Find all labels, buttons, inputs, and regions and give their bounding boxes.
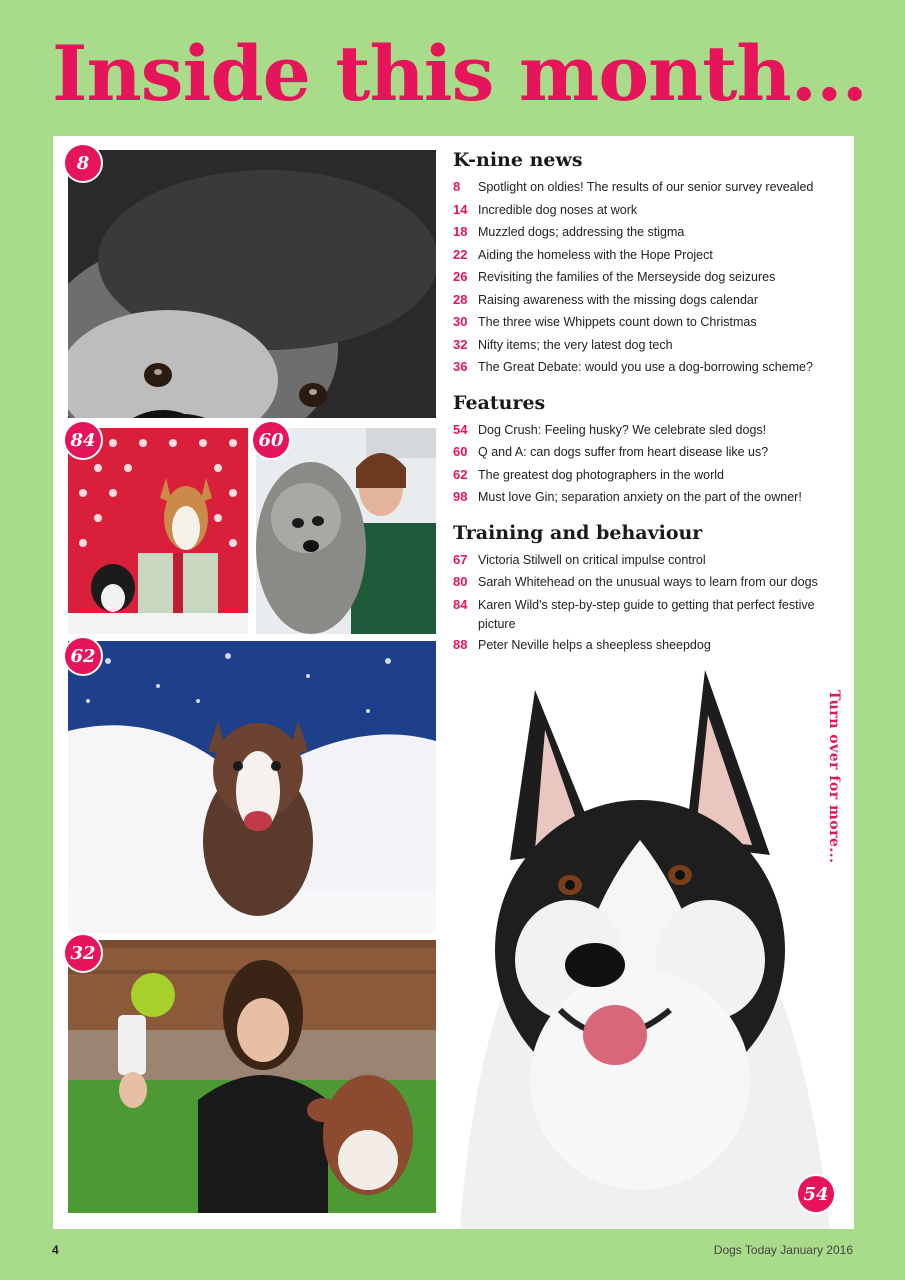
photo-badge: 8 xyxy=(63,143,103,183)
article-title: Muzzled dogs; addressing the stigma xyxy=(478,225,685,239)
page-number: 60 xyxy=(453,444,468,459)
page-number: 84 xyxy=(453,596,468,612)
toc-item[interactable] xyxy=(453,176,848,199)
page-number: 26 xyxy=(453,269,468,284)
selfie-with-dog-image xyxy=(68,940,436,1213)
article-title: Victoria Stilwell on critical impulse control xyxy=(478,552,706,567)
turn-over-note: Turn over for more... xyxy=(826,690,842,864)
toc-item[interactable] xyxy=(453,244,848,267)
section-list xyxy=(453,549,848,657)
toc-item[interactable] xyxy=(453,419,848,442)
festive-dogs-image xyxy=(68,428,248,634)
article-title: The greatest dog photographers in the world xyxy=(478,467,724,482)
page-number: 22 xyxy=(453,246,468,262)
photo-badge: 54 xyxy=(796,1174,836,1214)
article-title: Karen Wild's step-by-step guide to getting that perfect festive picture xyxy=(478,597,815,631)
husky-image xyxy=(440,660,840,1228)
photo-badge: 60 xyxy=(251,420,291,460)
dog-closeup-image xyxy=(68,150,436,418)
vet-and-dog-image xyxy=(256,428,436,634)
page-number: 54 xyxy=(453,421,468,437)
section-heading: Training and behaviour xyxy=(453,521,703,544)
article-title: Peter Neville helps a sheepless sheepdog xyxy=(478,637,711,652)
toc-item[interactable] xyxy=(453,594,848,634)
page-number: 28 xyxy=(453,291,468,307)
section-heading: Features xyxy=(453,391,546,414)
article-title: Q and A: can dogs suffer from heart disease like us? xyxy=(478,445,769,459)
article-title: Revisiting the families of the Merseyside dog seizures xyxy=(478,270,776,284)
photo-badge: 62 xyxy=(63,636,103,676)
toc-item[interactable] xyxy=(453,221,848,244)
article-title: Incredible dog noses at work xyxy=(478,202,638,217)
magazine-issue: Dogs Today January 2016 xyxy=(713,1243,853,1257)
article-title: Raising awareness with the missing dogs calendar xyxy=(478,292,759,307)
article-title: Spotlight on oldies! The results of our senior survey revealed xyxy=(478,180,814,194)
toc-item[interactable] xyxy=(453,289,848,312)
photo-badge: 32 xyxy=(63,933,103,973)
toc-item[interactable] xyxy=(453,334,848,357)
page-number: 8 xyxy=(453,179,461,194)
toc-item[interactable] xyxy=(453,549,848,572)
article-title: Nifty items; the very latest dog tech xyxy=(478,337,673,352)
toc-item[interactable] xyxy=(453,356,848,379)
dog-in-snow-image xyxy=(68,641,436,933)
article-title: Aiding the homeless with the Hope Project xyxy=(478,247,713,262)
toc-item[interactable] xyxy=(453,571,848,594)
page-number: 14 xyxy=(453,201,468,217)
photo-badge: 84 xyxy=(63,420,103,460)
section-list xyxy=(453,176,848,379)
toc-item[interactable] xyxy=(453,441,848,464)
section-heading: K-nine news xyxy=(453,149,583,171)
article-title: The three wise Whippets count down to Christmas xyxy=(478,315,757,329)
table-of-contents xyxy=(453,148,848,668)
article-title: Sarah Whitehead on the unusual ways to learn from our dogs xyxy=(478,575,818,589)
page-number: 80 xyxy=(453,574,468,589)
toc-item[interactable] xyxy=(453,634,848,657)
page-number: 88 xyxy=(453,636,468,652)
page-number: 32 xyxy=(453,336,468,352)
page-number: 67 xyxy=(453,551,468,567)
page-number-footer: 4 xyxy=(52,1243,59,1257)
page-number: 36 xyxy=(453,359,468,374)
section-list xyxy=(453,419,848,509)
toc-item[interactable] xyxy=(453,486,848,509)
page-title: Inside this month... xyxy=(52,29,867,118)
toc-item[interactable] xyxy=(453,464,848,487)
toc-item[interactable] xyxy=(453,199,848,222)
article-title: Must love Gin; separation anxiety on the part of the owner! xyxy=(478,490,802,504)
page-number: 62 xyxy=(453,466,468,482)
article-title: Dog Crush: Feeling husky? We celebrate sled dogs! xyxy=(478,422,767,437)
page-number: 18 xyxy=(453,224,468,239)
page-number: 98 xyxy=(453,489,468,504)
toc-item[interactable] xyxy=(453,311,848,334)
toc-item[interactable] xyxy=(453,266,848,289)
article-title: The Great Debate: would you use a dog-borrowing scheme? xyxy=(478,360,813,374)
page-number: 30 xyxy=(453,314,468,329)
